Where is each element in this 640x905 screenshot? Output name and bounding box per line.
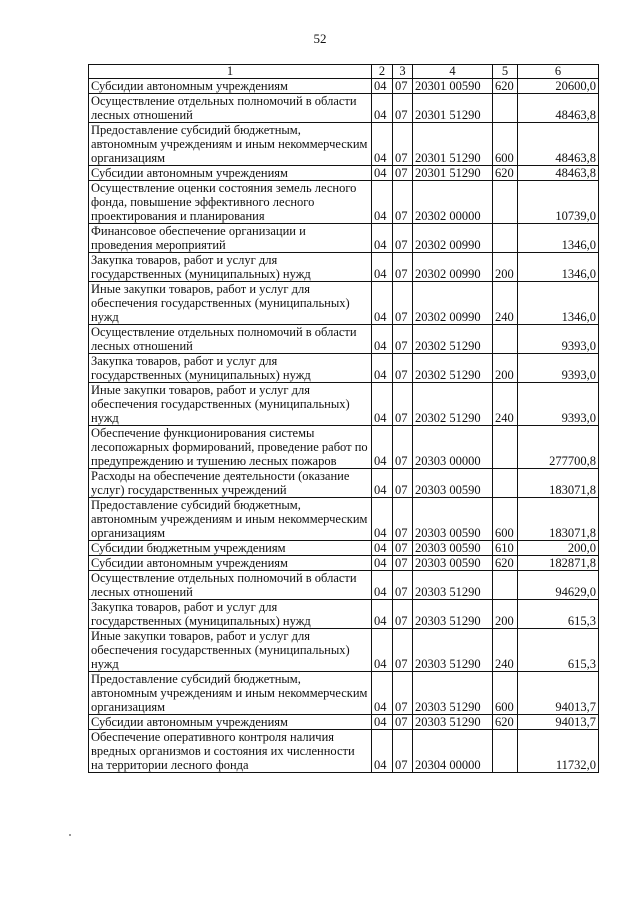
header-col-3: 3 [393, 65, 413, 79]
row-name: Предоставление субсидий бюджетным, автономным учреждениям и иным некоммерческим организациям [89, 123, 372, 166]
row-section: 04 [372, 123, 393, 166]
row-subsection: 07 [393, 383, 413, 426]
row-name: Субсидии бюджетным учреждениям [89, 541, 372, 556]
row-subsection: 07 [393, 354, 413, 383]
row-amount: 615,3 [518, 600, 599, 629]
row-section: 04 [372, 672, 393, 715]
row-target-code: 20302 51290 [413, 325, 493, 354]
row-section: 04 [372, 166, 393, 181]
row-name: Осуществление отдельных полномочий в области лесных отношений [89, 325, 372, 354]
table-row [89, 571, 599, 600]
row-name: Иные закупки товаров, работ и услуг для обеспечения государственных (муниципальных) нужд [89, 383, 372, 426]
row-expense-type: 200 [493, 253, 518, 282]
row-target-code: 20303 00000 [413, 426, 493, 469]
row-amount: 615,3 [518, 629, 599, 672]
row-subsection: 07 [393, 629, 413, 672]
row-name: Субсидии автономным учреждениям [89, 79, 372, 94]
table-row [89, 282, 599, 325]
row-name: Осуществление отдельных полномочий в области лесных отношений [89, 571, 372, 600]
row-subsection: 07 [393, 600, 413, 629]
row-name: Закупка товаров, работ и услуг для государственных (муниципальных) нужд [89, 354, 372, 383]
row-target-code: 20302 00990 [413, 282, 493, 325]
row-expense-type [493, 224, 518, 253]
row-amount: 9393,0 [518, 383, 599, 426]
row-amount: 94629,0 [518, 571, 599, 600]
row-expense-type [493, 730, 518, 773]
table-row [89, 224, 599, 253]
row-name: Предоставление субсидий бюджетным, автономным учреждениям и иным некоммерческим организациям [89, 672, 372, 715]
row-target-code: 20303 00590 [413, 541, 493, 556]
row-section: 04 [372, 469, 393, 498]
row-amount: 183071,8 [518, 469, 599, 498]
row-expense-type: 620 [493, 715, 518, 730]
row-target-code: 20303 51290 [413, 672, 493, 715]
row-target-code: 20303 51290 [413, 629, 493, 672]
page-number: 52 [313, 31, 327, 46]
row-target-code: 20302 00990 [413, 224, 493, 253]
row-name: Обеспечение оперативного контроля наличия вредных организмов и состояния их численности на территории лесного фонда [89, 730, 372, 773]
row-target-code: 20303 51290 [413, 715, 493, 730]
row-name: Закупка товаров, работ и услуг для государственных (муниципальных) нужд [89, 253, 372, 282]
row-section: 04 [372, 498, 393, 541]
row-name: Осуществление оценки состояния земель лесного фонда, повышение эффективного лесного проектирования и планирования [89, 181, 372, 224]
row-subsection: 07 [393, 253, 413, 282]
row-name: Субсидии автономным учреждениям [89, 556, 372, 571]
row-section: 04 [372, 181, 393, 224]
row-amount: 10739,0 [518, 181, 599, 224]
row-subsection: 07 [393, 672, 413, 715]
row-expense-type [493, 181, 518, 224]
table-row [89, 629, 599, 672]
row-target-code: 20301 51290 [413, 166, 493, 181]
row-subsection: 07 [393, 325, 413, 354]
row-target-code: 20303 51290 [413, 571, 493, 600]
row-section: 04 [372, 79, 393, 94]
row-target-code: 20302 51290 [413, 354, 493, 383]
row-subsection: 07 [393, 541, 413, 556]
row-expense-type: 240 [493, 383, 518, 426]
row-target-code: 20301 00590 [413, 79, 493, 94]
row-name: Финансовое обеспечение организации и проведения мероприятий [89, 224, 372, 253]
row-amount: 1346,0 [518, 253, 599, 282]
row-subsection: 07 [393, 282, 413, 325]
row-section: 04 [372, 629, 393, 672]
header-col-2: 2 [372, 65, 393, 79]
table-body [89, 79, 599, 773]
row-subsection: 07 [393, 730, 413, 773]
row-amount: 20600,0 [518, 79, 599, 94]
row-amount: 94013,7 [518, 715, 599, 730]
row-amount: 11732,0 [518, 730, 599, 773]
header-col-5: 5 [493, 65, 518, 79]
table-row [89, 79, 599, 94]
row-target-code: 20301 51290 [413, 94, 493, 123]
header-col-4: 4 [413, 65, 493, 79]
table-row [89, 426, 599, 469]
table-row [89, 672, 599, 715]
row-section: 04 [372, 383, 393, 426]
row-subsection: 07 [393, 426, 413, 469]
row-expense-type: 200 [493, 354, 518, 383]
row-subsection: 07 [393, 571, 413, 600]
row-expense-type [493, 469, 518, 498]
header-col-6: 6 [518, 65, 599, 79]
row-section: 04 [372, 282, 393, 325]
row-amount: 48463,8 [518, 123, 599, 166]
row-target-code: 20301 51290 [413, 123, 493, 166]
row-amount: 48463,8 [518, 94, 599, 123]
row-target-code: 20302 51290 [413, 383, 493, 426]
row-name: Расходы на обеспечение деятельности (оказание услуг) государственных учреждений [89, 469, 372, 498]
row-section: 04 [372, 730, 393, 773]
row-expense-type: 200 [493, 600, 518, 629]
table-row [89, 325, 599, 354]
row-expense-type: 600 [493, 498, 518, 541]
row-section: 04 [372, 541, 393, 556]
table-row [89, 469, 599, 498]
table-row [89, 556, 599, 571]
row-target-code: 20303 00590 [413, 498, 493, 541]
row-amount: 94013,7 [518, 672, 599, 715]
row-expense-type [493, 94, 518, 123]
row-amount: 9393,0 [518, 325, 599, 354]
row-section: 04 [372, 571, 393, 600]
row-subsection: 07 [393, 224, 413, 253]
row-amount: 48463,8 [518, 166, 599, 181]
row-target-code: 20302 00990 [413, 253, 493, 282]
row-amount: 1346,0 [518, 282, 599, 325]
row-name: Закупка товаров, работ и услуг для государственных (муниципальных) нужд [89, 600, 372, 629]
row-section: 04 [372, 600, 393, 629]
table-row [89, 541, 599, 556]
row-section: 04 [372, 426, 393, 469]
table-row [89, 166, 599, 181]
row-section: 04 [372, 715, 393, 730]
table-row [89, 600, 599, 629]
row-expense-type [493, 325, 518, 354]
row-section: 04 [372, 325, 393, 354]
row-section: 04 [372, 253, 393, 282]
row-expense-type: 600 [493, 123, 518, 166]
row-subsection: 07 [393, 715, 413, 730]
row-subsection: 07 [393, 556, 413, 571]
row-section: 04 [372, 94, 393, 123]
row-target-code: 20304 00000 [413, 730, 493, 773]
table-row [89, 730, 599, 773]
table-row [89, 123, 599, 166]
row-expense-type: 620 [493, 166, 518, 181]
row-subsection: 07 [393, 79, 413, 94]
row-expense-type: 620 [493, 79, 518, 94]
table-row [89, 181, 599, 224]
row-section: 04 [372, 556, 393, 571]
row-target-code: 20303 00590 [413, 556, 493, 571]
row-name: Иные закупки товаров, работ и услуг для обеспечения государственных (муниципальных) нужд [89, 282, 372, 325]
table-row [89, 253, 599, 282]
row-name: Осуществление отдельных полномочий в области лесных отношений [89, 94, 372, 123]
row-section: 04 [372, 224, 393, 253]
row-amount: 277700,8 [518, 426, 599, 469]
table-row [89, 94, 599, 123]
row-expense-type [493, 426, 518, 469]
table-row [89, 354, 599, 383]
row-subsection: 07 [393, 469, 413, 498]
row-subsection: 07 [393, 123, 413, 166]
row-amount: 183071,8 [518, 498, 599, 541]
row-subsection: 07 [393, 181, 413, 224]
header-col-1: 1 [89, 65, 372, 79]
row-expense-type: 610 [493, 541, 518, 556]
row-subsection: 07 [393, 166, 413, 181]
row-target-code: 20303 00590 [413, 469, 493, 498]
row-section: 04 [372, 354, 393, 383]
row-expense-type: 600 [493, 672, 518, 715]
table-row [89, 498, 599, 541]
row-expense-type: 240 [493, 282, 518, 325]
row-name: Субсидии автономным учреждениям [89, 166, 372, 181]
header-row [89, 65, 599, 79]
table-row [89, 383, 599, 426]
row-subsection: 07 [393, 498, 413, 541]
row-name: Предоставление субсидий бюджетным, автономным учреждениям и иным некоммерческим организациям [89, 498, 372, 541]
row-target-code: 20303 51290 [413, 600, 493, 629]
row-expense-type: 620 [493, 556, 518, 571]
table-header [89, 65, 599, 79]
scan-speck [69, 834, 71, 836]
row-expense-type [493, 571, 518, 600]
budget-table [88, 64, 599, 773]
row-name: Обеспечение функционирования системы лесопожарных формирований, проведение работ по предупреждению и тушению лесных пожаров [89, 426, 372, 469]
row-amount: 200,0 [518, 541, 599, 556]
row-subsection: 07 [393, 94, 413, 123]
row-target-code: 20302 00000 [413, 181, 493, 224]
row-amount: 9393,0 [518, 354, 599, 383]
row-amount: 1346,0 [518, 224, 599, 253]
row-expense-type: 240 [493, 629, 518, 672]
row-name: Иные закупки товаров, работ и услуг для обеспечения государственных (муниципальных) нужд [89, 629, 372, 672]
row-amount: 182871,8 [518, 556, 599, 571]
row-name: Субсидии автономным учреждениям [89, 715, 372, 730]
table-row [89, 715, 599, 730]
